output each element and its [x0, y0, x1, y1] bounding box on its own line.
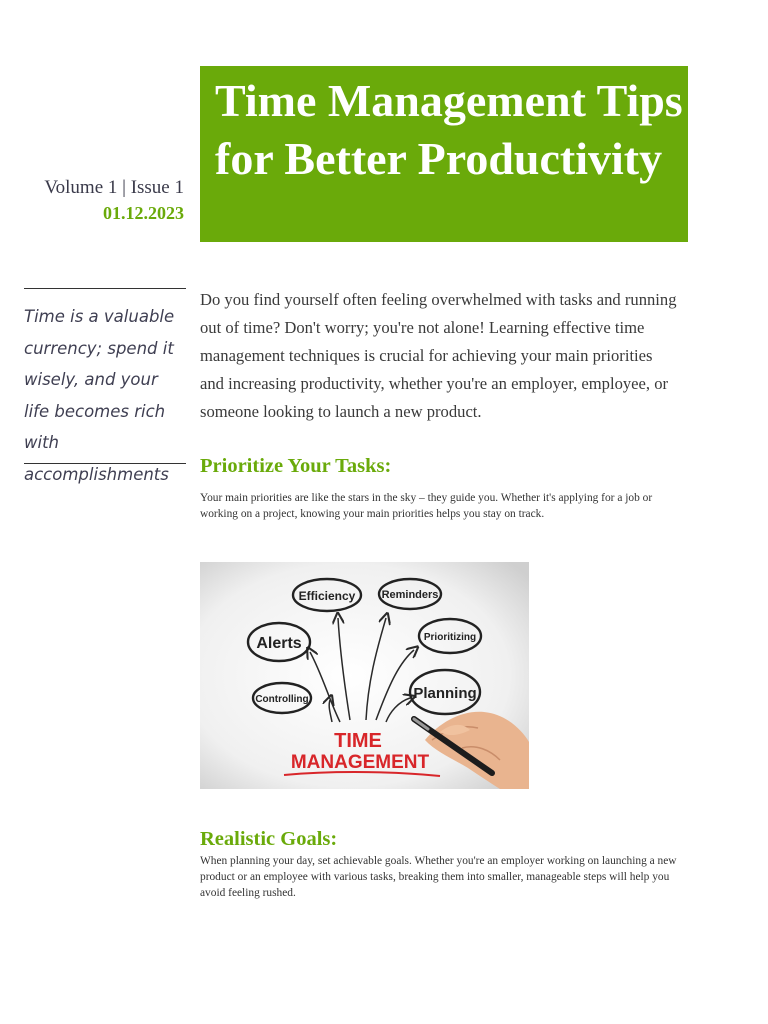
label-management: MANAGEMENT: [290, 752, 430, 773]
issue-date: 01.12.2023: [103, 203, 184, 223]
label-reminders: Reminders: [381, 589, 439, 601]
page-title: Time Management Tips for Better Productivity: [215, 75, 683, 184]
section-heading-goals: Realistic Goals:: [200, 828, 338, 850]
section-body-goals: When planning your day, set achievable goals. Whether you're an employer working on launching a new product or an employee with various tasks, breaking them into smaller, manageable steps will help you avoid feeling rushed.: [200, 855, 677, 899]
label-planning: Planning: [413, 685, 477, 702]
label-prioritizing: Prioritizing: [423, 632, 477, 643]
pull-quote: [24, 288, 186, 484]
section-body-prioritize: Your main priorities are like the stars in the sky – they guide you. Whether it's applying for a job or working on a project, knowing your main priorities helps you stay on track.: [200, 492, 653, 520]
volume-issue: Volume 1 | Issue 1: [44, 177, 184, 198]
time-management-illustration: [200, 562, 529, 789]
issue-info: [44, 176, 184, 226]
section-heading-prioritize: Prioritize Your Tasks:: [200, 455, 392, 477]
illustration-svg: [200, 562, 529, 789]
intro-paragraph: Do you find yourself often feeling overwhelmed with tasks and running out of time? Don't worry; you're not alone! Learning effective time management techniques is crucial for achieving your main priorities and increasing productivity, whether you're an employer, employee, or someone looking to launch a new product.: [200, 290, 677, 421]
title-banner: [200, 66, 688, 242]
label-controlling: Controlling: [255, 694, 309, 705]
label-time: TIME: [334, 730, 382, 752]
pull-quote-text: Time is a valuable currency; spend it wisely, and your life becomes rich with accomplishments: [24, 307, 175, 484]
label-efficiency: Efficiency: [298, 589, 356, 603]
label-alerts: Alerts: [256, 635, 302, 652]
